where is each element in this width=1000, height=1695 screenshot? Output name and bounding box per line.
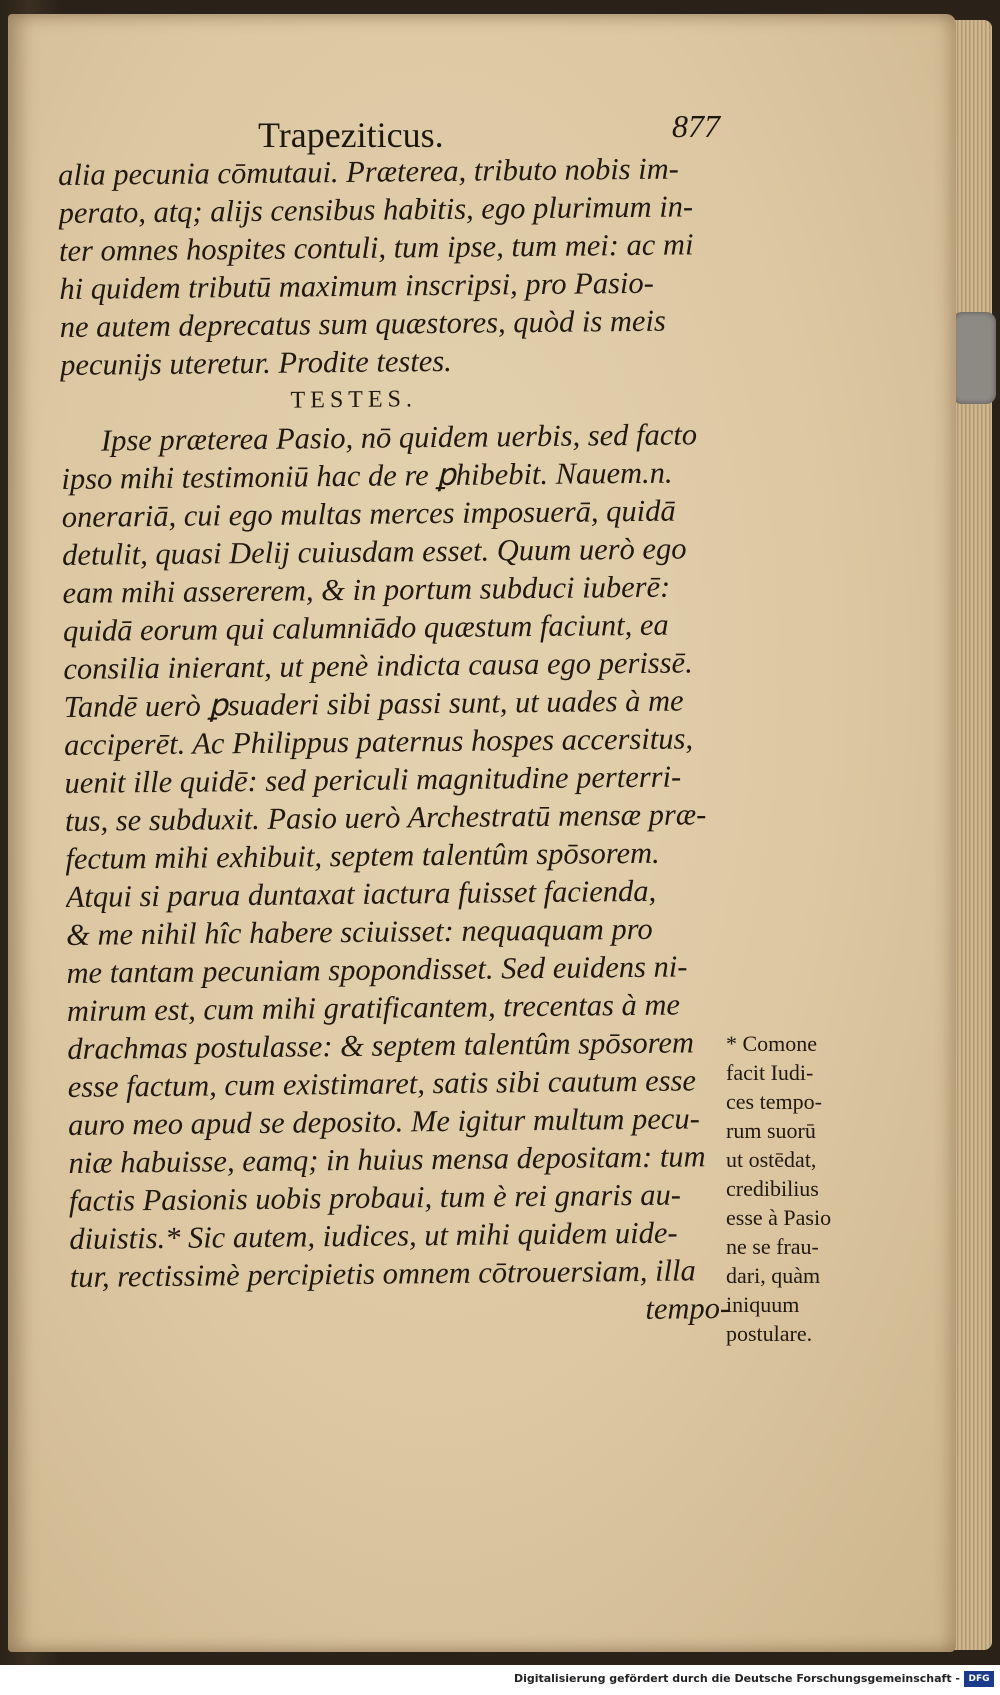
text-line: hi quidem tributū maximum inscripsi, pro Pasio- [59,265,654,306]
text-line: ne autem deprecatus sum quӕstores, quòd is meis [59,303,666,344]
text-line: consilia inierant, ut penè indicta causa ego perissē. [63,645,693,686]
text-line: drachmas postulasse: & septem talentûm spōsorem [67,1025,695,1066]
page-edges [950,20,992,1650]
text-line: pecunijs uteretur. Prodite testes. [60,343,452,382]
text-line: esse factum, cum existimaret, satis sibi cautum esse [67,1063,697,1104]
page-number: 877 [672,108,720,144]
text-line: niӕ habuisse, eamq; in huius mensa depositam: tum [68,1139,706,1180]
marginal-line: * Comone [726,1031,818,1056]
marginal-note [726,1029,861,1348]
dfg-logo: DFG [964,1671,994,1687]
text-line: perato, atq; alijs censibus habitis, ego plurimum in- [58,189,694,230]
marginal-line: postulare. [726,1321,813,1346]
text-line: alia pecunia cōmutaui. Prӕterea, tributo nobis im- [58,151,680,192]
text-line: auro meo apud se deposito. Me igitur multum pecu- [67,1101,700,1142]
text-line: factis Pasionis uobis probaui, tum è rei gnaris au- [68,1177,682,1218]
text-line: diuistis.* Sic autem, iudices, ut mihi quidem uide- [69,1215,678,1256]
text-line: tur, rectissimè percipietis omnem cōtrouersiam, illa [69,1253,696,1294]
marginal-line: rum suorū [726,1118,816,1143]
text-line: & me nihil hîc habere sciuisset: nequaquam pro [65,911,653,952]
bookmark-tab [952,312,996,404]
book-page [8,14,956,1652]
text-line: tus, se subduxit. Pasio uerò Archestratū mensӕ prӕ- [64,797,707,838]
text-line: Atqui si parua duntaxat iactura fuisset facienda, [65,873,657,914]
text-line: me tantam pecuniam spopondisset. Sed euidens ni- [66,949,688,990]
marginal-line: esse à Pasio [726,1205,832,1230]
text-line: uenit ille quidē: sed periculi magnitudine perterri- [64,759,682,800]
text-line: ipso mihi testimoniū hac de re ꝑhibebit. Nauem.n. [61,455,673,496]
footer-bar [0,1665,1000,1695]
funding-credit: Digitalisierung gefördert durch die Deutsche Forschungsgemeinschaft - [513,1672,960,1685]
text-line: acciperēt. Ac Philippus paternus hospes accersitus, [63,721,694,762]
text-line: onerariā, cui ego multas merces imposuerā, quidā [61,493,676,534]
marginal-line: ces tempo- [726,1089,822,1114]
catchword: tempo- [645,1291,731,1326]
text-line: Tandē uerò ꝑsuaderi sibi passi sunt, ut uades à me [63,683,684,724]
text-line: Ipse prӕterea Pasio, nō quidem uerbis, sed facto [100,417,698,458]
marginal-line: ut ostēdat, [726,1147,817,1172]
text-line: mirum est, cum mihi gratificantem, trecentas à me [66,987,681,1028]
marginal-line: facit Iudi- [726,1060,814,1085]
text-line: fectum mihi exhibuit, septem talentûm spōsorem. [65,835,660,876]
text-line: ter omnes hospites contuli, tum ipse, tum mei: ac mi [58,227,694,268]
text-line: eam mihi assererem, & in portum subduci iuberē: [62,569,671,610]
marginal-line: credibilius [726,1176,819,1201]
running-head: Trapeziticus. [258,115,444,155]
marginal-line: dari, quàm [726,1263,821,1288]
main-text-block [58,149,730,1334]
marginal-line: iniquum [726,1292,800,1317]
text-line: detulit, quasi Delij cuiusdam esset. Quum uerò ego [62,531,687,572]
marginal-line: ne se frau- [726,1234,819,1259]
text-line: quidā eorum qui calumniādo quӕstum faciunt, ea [62,607,669,648]
section-heading: TESTES. [290,386,418,414]
